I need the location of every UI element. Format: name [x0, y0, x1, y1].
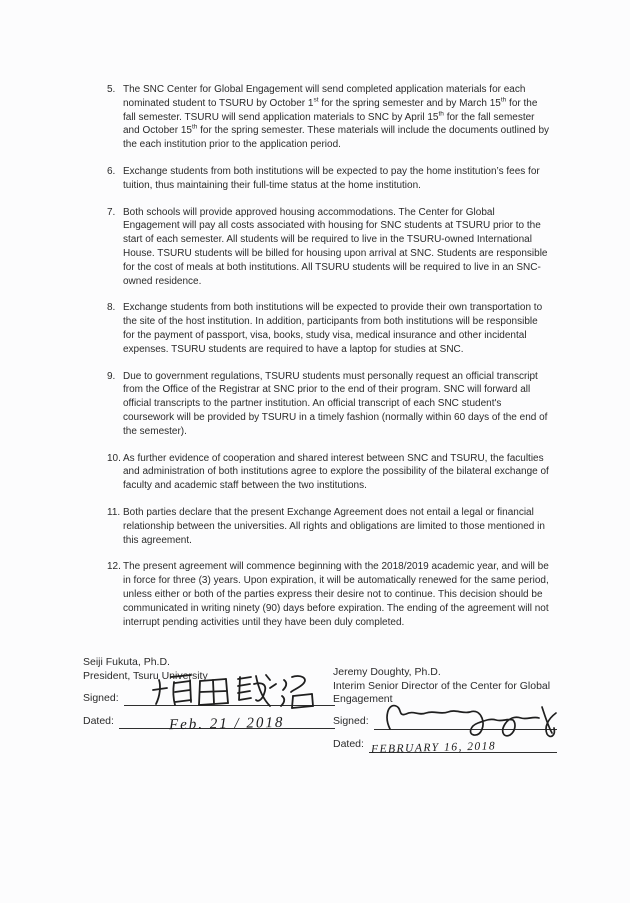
clause-number: 9. — [107, 370, 116, 382]
handwritten-kanji-signature — [152, 671, 320, 709]
signatory-name: Jeremy Doughty, Ph.D. — [333, 666, 441, 678]
clause-number: 8. — [107, 302, 116, 314]
clause-item — [107, 452, 552, 493]
date-line — [119, 705, 335, 733]
signature-line — [374, 706, 557, 730]
ordinal-superscript: st — [313, 96, 319, 104]
ordinal-superscript: th — [500, 96, 507, 104]
signature-block-snc — [333, 666, 557, 756]
dated-label: Dated: — [333, 738, 364, 750]
signed-label: Signed: — [333, 715, 369, 727]
clause-item — [107, 370, 552, 439]
handwritten-date: FEBRUARY 16, 2018 — [370, 740, 497, 756]
signed-label: Signed: — [83, 691, 119, 704]
dated-label: Dated: — [83, 714, 114, 727]
clause-text: The SNC Center for Global Engagement will send completed application materials for each nominated student to TSURU by October 1st for the spring semester and by March 15th for the fall semester. TSURU will send application materials to SNC by April 15th for the fall semester and October 15th for the spring semester. These materials will include the documents outlined by the each institution prior to the application period. — [123, 84, 550, 151]
dated-row — [83, 706, 335, 733]
clause-number: 7. — [107, 206, 116, 218]
handwritten-date: Feb. 21 / 2018 — [168, 714, 285, 733]
agreement-list — [107, 83, 552, 642]
clause-text: As further evidence of cooperation and shared interest between SNC and TSURU, the faculties and administration of both institutions agree to explore the possibility of the bilateral exchange of faculty and academic staff between the two institutions. — [123, 452, 549, 492]
clause-number: 6. — [107, 165, 116, 177]
clause-item — [107, 506, 552, 547]
clause-text: The present agreement will commence beginning with the 2018/2019 academic year, and will be in force for three (3) years. Upon expiration, it will be automatically renewed for the same period, unless either or both of the parties express their desire not to continue. This decision should be communicated in writing ninety (90) days before expiration. The ending of the agreement will not interrupt pending activities until they have been duly completed. — [123, 561, 549, 628]
signed-row — [333, 707, 557, 730]
signatory-name: Seiji Fukuta, Ph.D. — [83, 656, 170, 668]
ordinal-superscript: th — [191, 124, 198, 132]
clause-number: 5. — [107, 84, 116, 95]
clause-text: Due to government regulations, TSURU students must personally request an official transcript from the Office of the Registrar at SNC prior to the end of their program. SNC will forward all official transcripts to the partner institution. An official transcript of each SNC student's coursework will be provided by TSURU in a timely fashion (normally within 60 days of the end of the semester). — [123, 370, 548, 437]
signatory-title: President, Tsuru University — [83, 669, 208, 682]
ordinal-superscript: th — [438, 110, 444, 118]
signatory-title: Interim Senior Director of the Center for Global Engagement — [333, 679, 551, 705]
clause-number: 10. — [107, 452, 121, 464]
clause-text: Both schools will provide approved housing accommodations. The Center for Global Engagement will pay all costs associated with housing for SNC students at TSURU prior to the start of each semester. All students will be required to live in the TSURU-owned International House. TSURU students will be billed for housing upon arrival at SNC. Students are responsible for the cost of meals at both institutions. All TSURU students will be required to live in an SNC-owned residence. — [123, 206, 548, 287]
clause-number: 12. — [107, 561, 121, 573]
clause-number: 11. — [107, 506, 121, 518]
dated-row — [333, 730, 557, 756]
clause-text: Both parties declare that the present Exchange Agreement does not entail a legal or financial relationship between the universities. All rights and obligations are limited to those mentioned in this agreement. — [123, 506, 545, 546]
signed-row — [83, 683, 335, 706]
signature-line — [124, 682, 335, 706]
clause-item — [107, 560, 552, 629]
clause-text: Exchange students from both institutions will be expected to pay the home institution’s fees for tuition, thus maintaining their full-time status at the home institution. — [123, 165, 540, 191]
clause-item — [107, 301, 552, 356]
clause-item — [107, 206, 552, 289]
clause-item — [107, 165, 552, 193]
date-line — [369, 729, 557, 756]
clause-item — [107, 83, 552, 152]
signature-block-tsuru — [83, 656, 335, 733]
clause-text: Exchange students from both institutions will be expected to provide their own transportation to the site of the host institution. In addition, participants from both institutions will be responsible for the payment of passport, visa, books, study visa, medical insurance and other incidental expenses. TSURU students are required to have a laptop for studies at SNC. — [123, 302, 543, 355]
